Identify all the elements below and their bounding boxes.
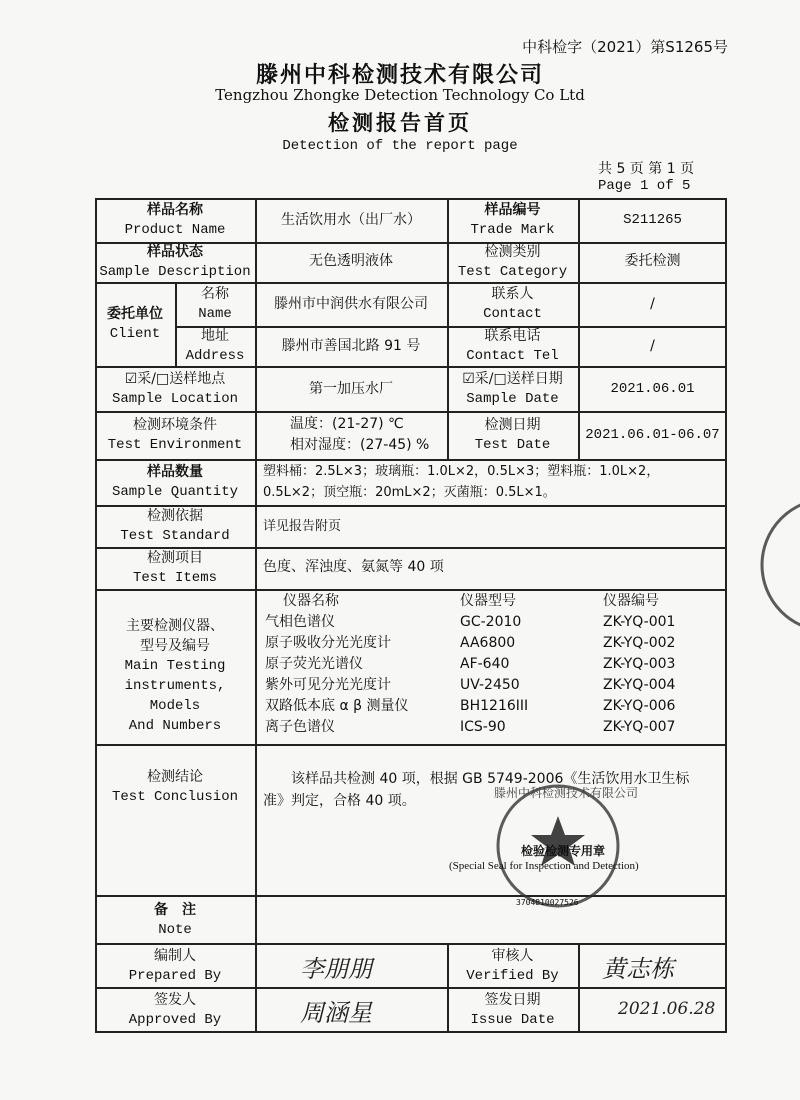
trade-mark-label: 样品编号 Trade Mark <box>470 202 555 238</box>
instrument-number-header: 仪器编号 <box>603 593 659 609</box>
page-count-cn: 共 5 页 第 1 页 <box>598 161 695 177</box>
test-standard-label: 检测依据 Test Standard <box>120 508 230 544</box>
instruments-label: 主要检测仪器、 型号及编号 Main Testing instruments, Models And Numbers <box>124 618 226 734</box>
contact-tel-value: / <box>650 338 655 354</box>
seal-serial: 3704810027526 <box>516 898 579 907</box>
product-name-label: 样品名称 Product Name <box>124 202 226 238</box>
client-name-value: 滕州市中润供水有限公司 <box>274 296 428 312</box>
temperature-value: 温度：(21-27) ℃ <box>290 416 404 432</box>
instrument-name: 原子荧光光谱仪 <box>265 656 363 672</box>
test-environment-label: 检测环境条件 Test Environment <box>107 417 243 453</box>
conclusion-value: 该样品共检测 40 项，根据 GB 5749-2006《生活饮用水卫生标 准》判定，合格 40 项。 <box>263 771 690 809</box>
contact-value: / <box>650 296 655 312</box>
client-label: 委托单位 Client <box>107 306 163 342</box>
page-count-en: Page 1 of 5 <box>598 178 691 194</box>
report-title-cn: 检测报告首页 <box>328 111 472 135</box>
instrument-number: ZK-YQ-001 <box>603 614 676 630</box>
instrument-number: ZK-YQ-007 <box>603 719 676 735</box>
test-date-value: 2021.06.01-06.07 <box>585 427 720 443</box>
instrument-model: BH1216III <box>460 698 529 714</box>
test-category-value: 委托检测 <box>624 253 681 269</box>
instrument-model-header: 仪器型号 <box>460 593 516 609</box>
conclusion-label: 检测结论 Test Conclusion <box>111 769 239 805</box>
test-items-label: 检测项目 Test Items <box>132 550 217 586</box>
issue-date-label: 签发日期 Issue Date <box>470 992 555 1028</box>
approved-by-signature: 周涵星 <box>300 999 372 1027</box>
verified-by-label: 审核人 Verified By <box>466 948 559 984</box>
instrument-number: ZK-YQ-003 <box>603 656 676 672</box>
instrument-model: ICS-90 <box>460 719 506 735</box>
instrument-name: 气相色谱仪 <box>265 614 335 630</box>
sample-quantity-value: 塑料桶：2.5L×3；玻璃瓶：1.0L×2，0.5L×3；塑料瓶：1.0L×2， 0.5L×2；顶空瓶：20mL×2；灭菌瓶：0.5L×1。 <box>263 464 660 500</box>
test-environment-value <box>290 414 445 456</box>
sample-date-value: 2021.06.01 <box>610 381 695 397</box>
seal-caption: (Special Seal for Inspection and Detection) <box>449 860 639 872</box>
instrument-name: 双路低本底 α β 测量仪 <box>265 698 409 714</box>
test-standard-value: 详见报告附页 <box>263 519 342 534</box>
client-name-label: 名称 Name <box>198 286 232 322</box>
instrument-number: ZK-YQ-004 <box>603 677 676 693</box>
instrument-number: ZK-YQ-002 <box>603 635 676 651</box>
instrument-name: 离子色谱仪 <box>265 719 335 735</box>
instrument-names-column <box>265 591 409 738</box>
issue-date-value: 2021.06.28 <box>618 999 716 1019</box>
contact-label: 联系人 Contact <box>483 286 542 322</box>
client-address-value: 滕州市善国北路 91 号 <box>281 338 421 354</box>
seal-inner-text: 检验检测专用章 <box>521 844 606 858</box>
sample-quantity-label: 样品数量 Sample Quantity <box>111 464 239 500</box>
trade-mark-value: S211265 <box>623 212 682 228</box>
instrument-model: AA6800 <box>460 635 516 651</box>
partial-seal-icon <box>758 485 800 645</box>
contact-tel-label: 联系电话 Contact Tel <box>466 328 559 364</box>
sample-location-value: 第一加压水厂 <box>309 381 393 397</box>
test-date-label: 检测日期 Test Date <box>474 417 551 453</box>
verified-by-signature: 黄志栋 <box>602 955 674 983</box>
sample-description-value: 无色透明液体 <box>309 253 393 269</box>
instrument-name: 紫外可见分光光度计 <box>265 677 391 693</box>
company-name-cn: 滕州中科检测技术有限公司 <box>255 63 544 88</box>
product-name-value: 生活饮用水（出厂水） <box>281 212 421 228</box>
sample-location-label: ☑采/□送样地点 Sample Location <box>111 371 239 407</box>
instrument-models-column <box>460 591 528 738</box>
instrument-model: AF-640 <box>460 656 510 672</box>
prepared-by-signature: 李朋朋 <box>300 955 372 983</box>
document-number: 中科检字（2021）第S1265号 <box>522 38 728 56</box>
prepared-by-label: 编制人 Prepared By <box>128 948 222 984</box>
instrument-model: UV-2450 <box>460 677 520 693</box>
approved-by-label: 签发人 Approved By <box>128 992 222 1028</box>
company-name-en: Tengzhou Zhongke Detection Technology Co Ltd <box>215 86 585 104</box>
humidity-value: 相对湿度：(27-45) % <box>290 437 430 453</box>
test-category-label: 检测类别 Test Category <box>457 244 568 280</box>
sample-date-label: ☑采/□送样日期 Sample Date <box>462 371 563 407</box>
instrument-numbers-column <box>603 591 675 738</box>
seal-ring-text: 滕州中科检测技术有限公司 <box>494 786 639 800</box>
client-address-label: 地址 Address <box>185 328 245 364</box>
report-title-en: Detection of the report page <box>282 138 518 154</box>
instrument-name: 原子吸收分光光度计 <box>265 635 391 651</box>
instrument-name-header: 仪器名称 <box>283 593 339 609</box>
instrument-number: ZK-YQ-006 <box>603 698 676 714</box>
instrument-model: GC-2010 <box>460 614 522 630</box>
sample-description-label: 样品状态 Sample Description <box>99 244 251 280</box>
test-items-value: 色度、浑浊度、氨氮等 40 项 <box>263 559 444 575</box>
note-label: 备 注 Note <box>154 902 196 938</box>
